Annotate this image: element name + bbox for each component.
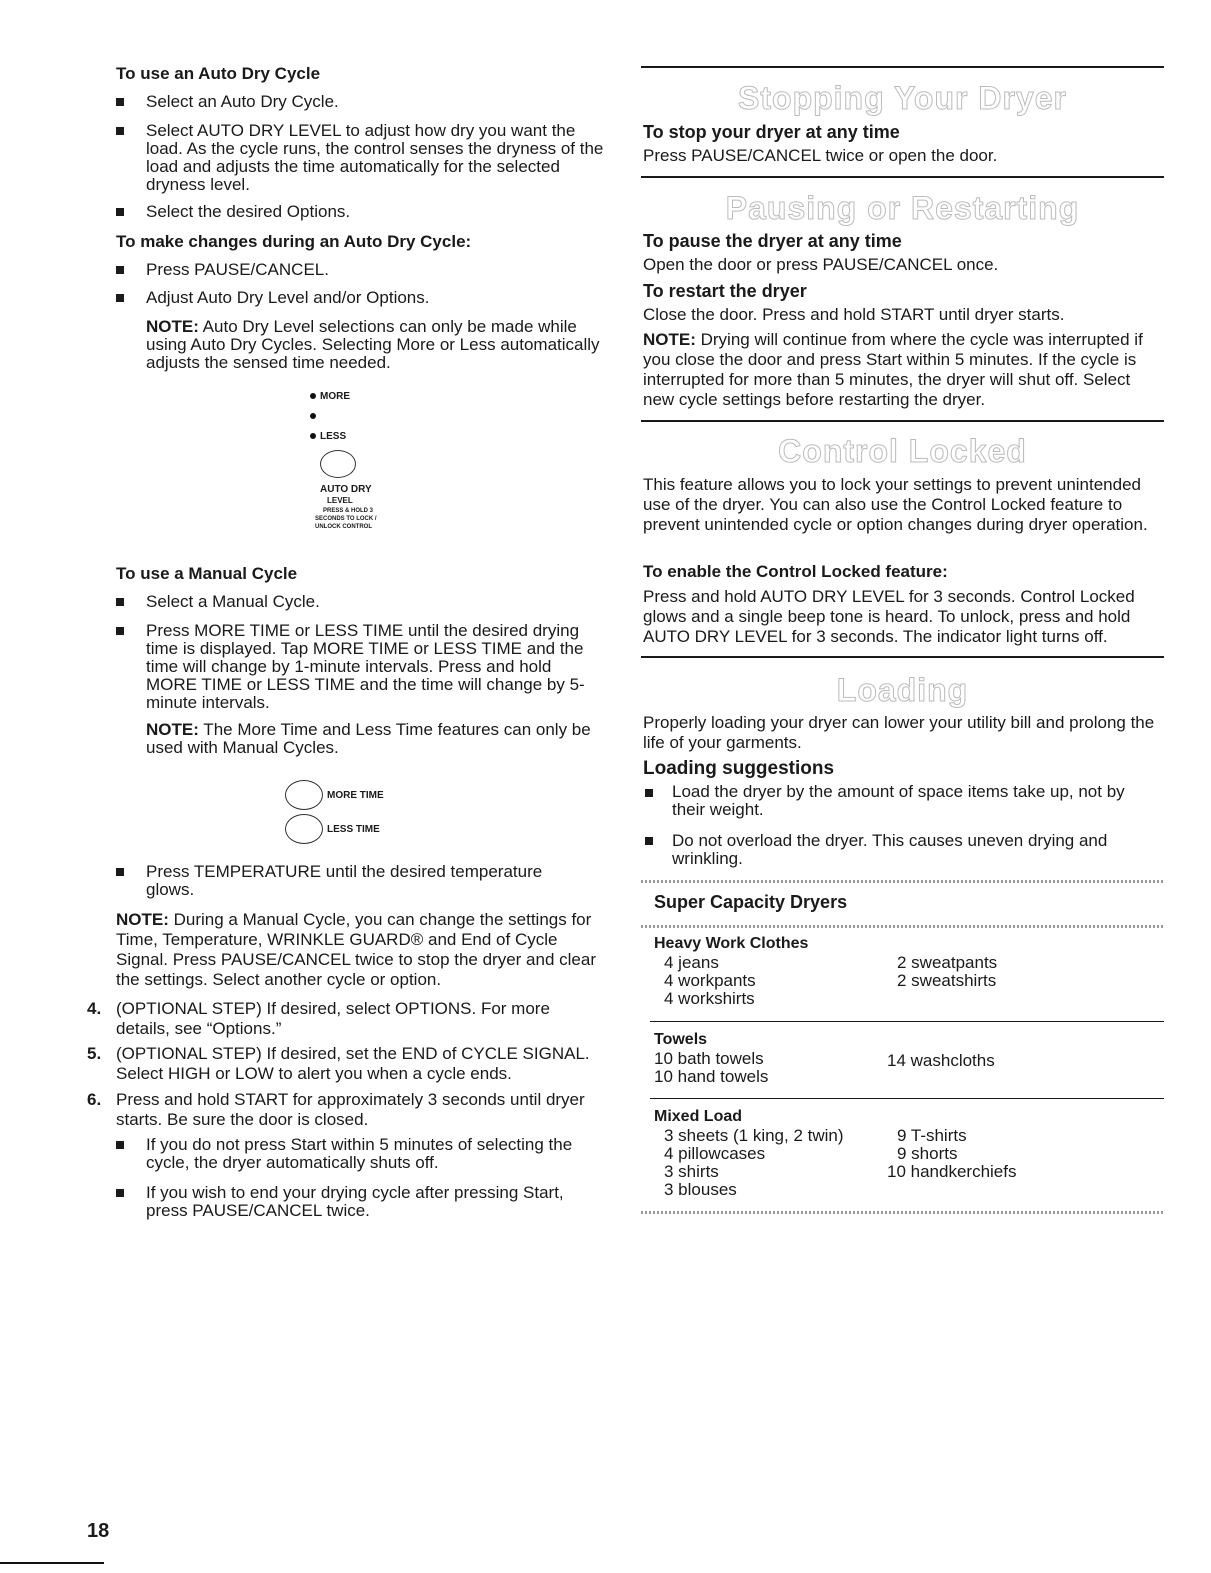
bullet-icon [116,208,124,216]
table-border-bottom [641,1211,1164,1214]
table-title: Super Capacity Dryers [654,892,848,912]
restart-text: Close the door. Press and hold START until dryer starts. [643,305,1065,324]
section-rule [641,66,1164,68]
panel-title-1: AUTO DRY [320,484,372,495]
note-text: Drying will continue from where the cycle was interrupted if you close the door and press Start within 5 minutes. If the cycle is interrupted for more than 5 minutes, the dryer will shut off. Select new cycle settings before restarting the dryer. [643,330,1143,409]
table-item: 9 shorts [897,1144,958,1163]
bullet-icon [116,1189,124,1197]
pause-text: Open the door or press PAUSE/CANCEL once. [643,255,999,274]
table-item: 2 sweatshirts [897,971,997,990]
enable-heading: To enable the Control Locked feature: [643,562,948,581]
bullet-icon [116,627,124,635]
changes-bullet-2: Adjust Auto Dry Level and/or Options. [146,288,430,307]
table-item: 4 pillowcases [664,1144,766,1163]
table-item: 14 washcloths [887,1051,995,1070]
note-label: NOTE: [146,317,199,336]
step-4-text: (OPTIONAL STEP) If desired, select OPTIONS. For more details, see “Options.” [116,999,550,1038]
table-item: 10 hand towels [654,1067,769,1086]
more-time-button[interactable] [285,780,323,810]
table-header-rule [641,925,1164,928]
manual-bullet-2: Press MORE TIME or LESS TIME until the desired drying time is displayed. Tap MORE TIME or LESS TIME and the time will change by 1-minute intervals. Press and hold MORE TIME or LESS TIME and the time will change by 5-minute intervals. [146,621,585,712]
temperature-bullet: Press TEMPERATURE until the desired temperature glows. [146,862,543,899]
bullet-icon [116,598,124,606]
loading-text: Properly loading your dryer can lower your utility bill and prolong the life of your garments. [643,713,1155,752]
stopping-title: Stopping Your Dryer [738,80,1067,116]
changes-heading: To make changes during an Auto Dry Cycle: [116,232,472,251]
manual-bullet-1: Select a Manual Cycle. [146,592,320,611]
note-label: NOTE: [116,910,169,929]
step-number: 5. [87,1044,102,1063]
note-restart [643,330,1164,410]
group-name: Heavy Work Clothes [654,935,809,952]
bullet-icon [116,1141,124,1149]
table-item: 4 workpants [664,971,756,990]
step6-bullet-1: If you do not press Start within 5 minutes of selecting the cycle, the dryer automatically shuts off. [146,1135,573,1172]
enable-text: Press and hold AUTO DRY LEVEL for 3 seconds. Control Locked glows and a single beep tone is heard. To unlock, press and hold AUTO DRY LEVEL for 3 seconds. The indicator light turns off. [643,587,1135,646]
auto-bullet-3: Select the desired Options. [146,202,351,221]
more-time-label: MORE TIME [327,790,384,801]
table-item: 10 bath towels [654,1049,764,1068]
table-item: 2 sweatpants [897,953,998,972]
bullet-icon [645,789,653,797]
table-item: 4 jeans [664,953,719,972]
suggestions-heading: Loading suggestions [643,758,835,779]
table-item: 9 T-shirts [897,1126,967,1145]
indicator-dot-icon [310,413,316,419]
bullet-icon [116,127,124,135]
step-number: 4. [87,999,102,1018]
table-item: 3 shirts [664,1162,719,1181]
suggestion-bullet-1: Load the dryer by the amount of space items take up, not by their weight. [672,782,1125,819]
table-border-top [641,880,1164,883]
less-label: LESS [320,431,347,442]
bullet-icon [116,294,124,302]
more-label: MORE [320,391,350,402]
control-text: This feature allows you to lock your settings to prevent unintended use of the dryer. You can also use the Control Locked feature to prevent unintended cycle or option changes during dryer operation. [643,475,1148,534]
page-number: 18 [87,1520,110,1542]
group-name: Mixed Load [654,1108,743,1125]
note-auto-dry [146,318,606,372]
stop-heading: To stop your dryer at any time [643,122,900,142]
section-rule [641,420,1164,422]
step6-bullet-2: If you wish to end your drying cycle after pressing Start, press PAUSE/CANCEL twice. [146,1183,564,1220]
less-time-label: LESS TIME [327,824,380,835]
panel-title-2: LEVEL [327,496,353,505]
pausing-title: Pausing or Restarting [725,190,1080,226]
auto-bullet-1: Select an Auto Dry Cycle. [146,92,339,111]
auto-bullet-2: Select AUTO DRY LEVEL to adjust how dry you want the load. As the cycle runs, the control senses the dryness of the load and adjusts the time automatically for the selected dryness level. [146,121,604,194]
indicator-dot-icon [310,433,316,439]
group-divider [650,1021,1164,1022]
restart-heading: To restart the dryer [643,281,807,301]
bullet-icon [116,868,124,876]
table-item: 4 workshirts [664,989,755,1008]
indicator-dot-icon [310,393,316,399]
manual-heading: To use a Manual Cycle [116,564,298,583]
loading-title: Loading [836,672,969,708]
note-text: Auto Dry Level selections can only be made while using Auto Dry Cycles. Selecting More or Less automatically adjusts the sensed time needed. [146,317,600,372]
auto-dry-level-button[interactable] [320,450,356,478]
note-text: During a Manual Cycle, you can change the settings for Time, Temperature, WRINKLE GUARD® and End of Cycle Signal. Press PAUSE/CANCEL twice to stop the dryer and clear the settings. Select another cycle or option. [116,910,596,989]
suggestion-bullet-2: Do not overload the dryer. This causes uneven drying and wrinkling. [672,831,1108,868]
panel-sub-1: PRESS & HOLD 3 [323,508,374,514]
footer-rule [0,1562,104,1564]
panel-sub-2: SECONDS TO LOCK / [315,516,377,522]
bullet-icon [645,837,653,845]
note-manual-settings [116,910,606,990]
stop-text: Press PAUSE/CANCEL twice or open the door. [643,146,998,165]
group-divider [650,1098,1164,1099]
time-buttons-panel [285,780,425,840]
note-label: NOTE: [146,720,199,739]
panel-sub-3: UNLOCK CONTROL [315,524,372,530]
table-item: 3 sheets (1 king, 2 twin) [664,1126,844,1145]
control-locked-title: Control Locked [778,433,1027,469]
step-6-text: Press and hold START for approximately 3 seconds until dryer starts. Be sure the door is closed. [116,1090,585,1129]
step-5-text: (OPTIONAL STEP) If desired, set the END of CYCLE SIGNAL. Select HIGH or LOW to alert you when a cycle ends. [116,1044,590,1083]
bullet-icon [116,98,124,106]
note-text: The More Time and Less Time features can only be used with Manual Cycles. [146,720,591,757]
section-rule [641,656,1164,658]
auto-dry-heading: To use an Auto Dry Cycle [116,64,321,83]
pause-heading: To pause the dryer at any time [643,231,902,251]
less-time-button[interactable] [285,814,323,844]
section-rule [641,176,1164,178]
note-label: NOTE: [643,330,696,349]
auto-dry-level-panel [300,388,410,548]
table-item: 3 blouses [664,1180,737,1199]
changes-bullet-1: Press PAUSE/CANCEL. [146,260,329,279]
note-manual [146,721,606,757]
step-number: 6. [87,1090,102,1109]
bullet-icon [116,266,124,274]
group-name: Towels [654,1031,708,1048]
table-item: 10 handkerchiefs [887,1162,1017,1181]
